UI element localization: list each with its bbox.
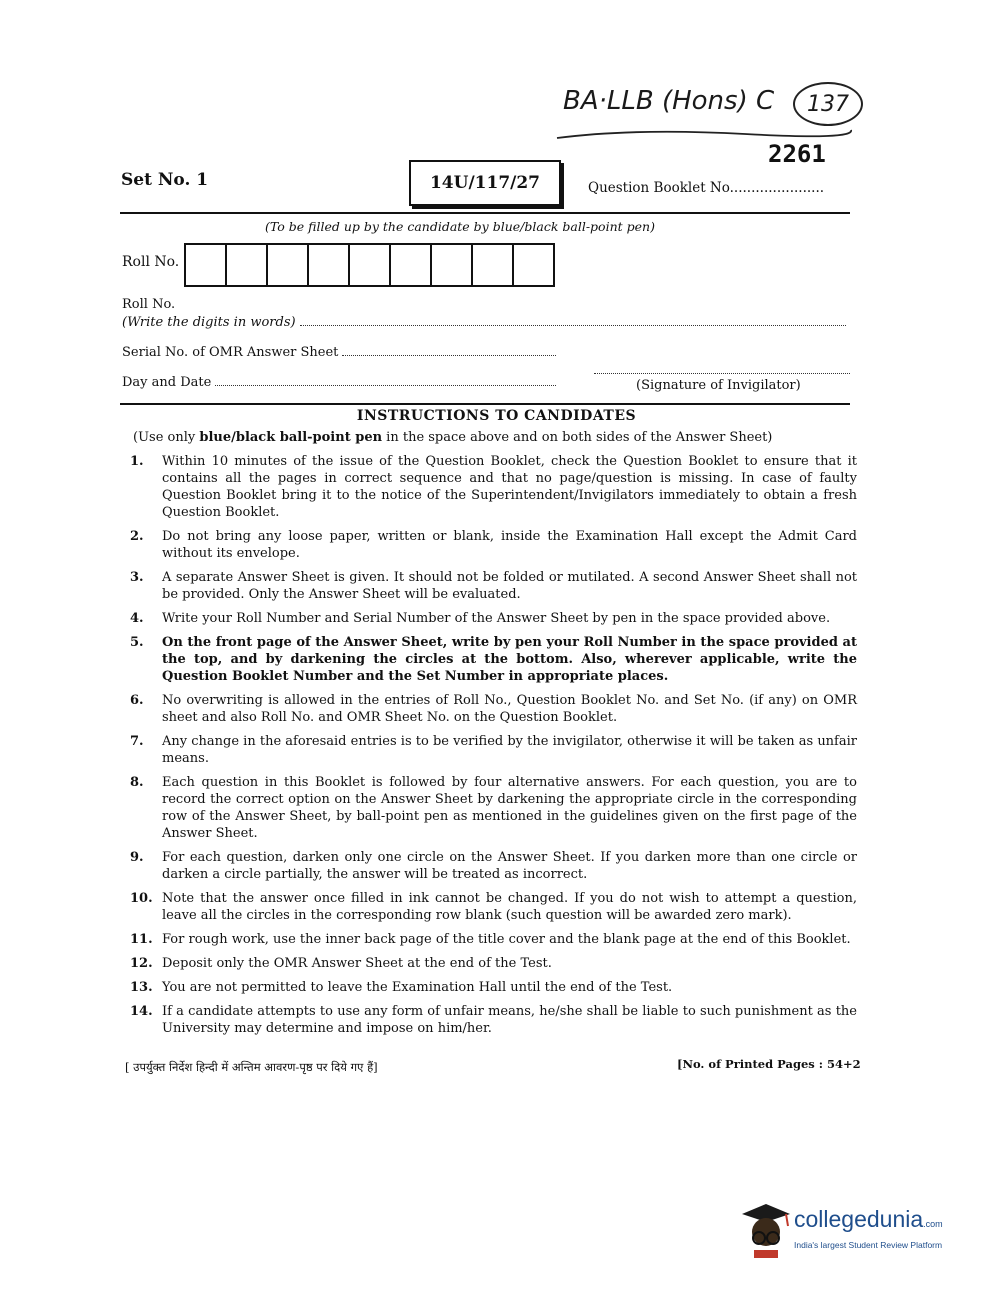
handwritten-circled-number: 137 xyxy=(793,82,863,126)
roll-words-hint: (Write the digits in words) xyxy=(122,315,296,330)
instruction-item: 6. No overwriting is allowed in the entries of Roll No., Question Booklet No. and Set No. (if any) on OMR sheet and also Roll No. and OMR Sheet No. on the Question Booklet. xyxy=(130,693,857,725)
collegedunia-watermark xyxy=(736,1200,960,1260)
instruction-item: 4. Write your Roll Number and Serial Number of the Answer Sheet by pen in the space provided above. xyxy=(130,611,831,626)
instruction-item: 10. Note that the answer once filled in ink cannot be changed. If you do not wish to attempt a question, leave all the circles in the corresponding row blank (such question will be awarded zero mark). xyxy=(130,891,857,923)
roll-words-line[interactable] xyxy=(300,315,846,326)
instruction-list xyxy=(122,453,857,1044)
paper-code-box xyxy=(409,160,561,206)
day-date-field[interactable] xyxy=(122,375,560,390)
paper-code: 14U/117/27 xyxy=(429,173,541,193)
instruction-item: 9. For each question, darken only one circle on the Answer Sheet. If you darken more than one circle or darken a circle partially, the answer will be treated as incorrect. xyxy=(130,850,857,882)
roll-digit-box[interactable] xyxy=(307,243,350,287)
question-booklet-no: Question Booklet No...................... xyxy=(588,180,825,196)
instruction-item: 14. If a candidate attempts to use any form of unfair means, he/she shall be liable to such punishment as the University may determine and impose on him/her. xyxy=(130,1004,857,1036)
instruction-item: 12. Deposit only the OMR Answer Sheet at the end of the Test. xyxy=(130,956,552,971)
fill-instruction: (To be filled up by the candidate by blue/black ball-point pen) xyxy=(265,219,655,234)
omr-serial-field[interactable] xyxy=(122,345,560,360)
roll-digit-box[interactable] xyxy=(389,243,432,287)
roll-digit-box[interactable] xyxy=(266,243,309,287)
day-date-label: Day and Date xyxy=(122,375,212,390)
roll-no-boxes[interactable] xyxy=(186,243,555,287)
instructions-title: INSTRUCTIONS TO CANDIDATES xyxy=(356,408,637,424)
instruction-item: 13. You are not permitted to leave the Examination Hall until the end of the Test. xyxy=(130,980,673,995)
brand-tagline: India's largest Student Review Platform xyxy=(794,1240,943,1250)
instruction-item: 11. For rough work, use the inner back page of the title cover and the blank page at the end of this Booklet. xyxy=(130,932,851,947)
signature-label: (Signature of Invigilator) xyxy=(636,378,801,393)
instruction-item: 8. Each question in this Booklet is followed by four alternative answers. For each question, you are to record the correct option on the Answer Sheet by darkening the appropriate circle in the corresponding row of the Answer Sheet, by ball-point pen as mentioned in the guidelines given on the first page of the Answer Sheet. xyxy=(130,775,857,841)
roll-digit-box[interactable] xyxy=(225,243,268,287)
roll-digit-box[interactable] xyxy=(348,243,391,287)
use-only-note: (Use only blue/black ball-point pen in the space above and on both sides of the Answer Sheet) xyxy=(133,430,773,445)
instruction-item: 5. On the front page of the Answer Sheet, write by pen your Roll Number in the space provided at the top, and by darkening the circles at the bottom. Also, wherever applicable, write the Question Booklet Number and the Set Number in appropriate places. xyxy=(130,635,857,684)
signature-line[interactable] xyxy=(594,373,850,374)
form-rule xyxy=(120,403,850,405)
roll-digit-box[interactable] xyxy=(430,243,473,287)
omr-serial-label: Serial No. of OMR Answer Sheet xyxy=(122,345,339,360)
roll-digit-box[interactable] xyxy=(184,243,227,287)
instruction-item: 2. Do not bring any loose paper, written or blank, inside the Examination Hall except the Admit Card without its envelope. xyxy=(130,529,857,561)
roll-words-label: Roll No. xyxy=(122,297,176,312)
instruction-item: 3. A separate Answer Sheet is given. It should not be folded or mutilated. A second Answer Sheet shall not be provided. Only the Answer Sheet will be evaluated. xyxy=(130,570,857,602)
roll-digit-box[interactable] xyxy=(512,243,555,287)
header-rule xyxy=(120,212,850,214)
printed-pages: [No. of Printed Pages : 54+2 xyxy=(677,1057,861,1071)
roll-words-field[interactable] xyxy=(122,315,850,330)
instruction-item: 1. Within 10 minutes of the issue of the Question Booklet, check the Question Booklet to ensure that it contains all the pages in correct sequence and that no page/question is missing. In case of faulty Question Booklet bring it to the notice of the Superintendent/Invigilators immediately to obtain a fresh Question Booklet. xyxy=(130,454,857,520)
set-number: Set No. 1 xyxy=(121,170,209,190)
handwritten-course-note: BA·LLB (Hons) C xyxy=(563,86,775,116)
roll-digit-box[interactable] xyxy=(471,243,514,287)
brand-name: collegedunia.com xyxy=(794,1206,943,1232)
hindi-note: [ उपर्युक्त निर्देश हिन्दी में अन्तिम आवरण-पृष्ठ पर दिये गए हैं] xyxy=(125,1060,378,1074)
instruction-item: 7. Any change in the aforesaid entries is to be verified by the invigilator, otherwise it will be taken as unfair means. xyxy=(130,734,857,766)
omr-serial-line[interactable] xyxy=(342,345,556,356)
booklet-number-stamp: 2261 xyxy=(768,140,826,168)
day-date-line[interactable] xyxy=(215,375,556,386)
roll-no-label: Roll No. xyxy=(122,254,180,270)
mascot-icon xyxy=(736,1200,792,1260)
